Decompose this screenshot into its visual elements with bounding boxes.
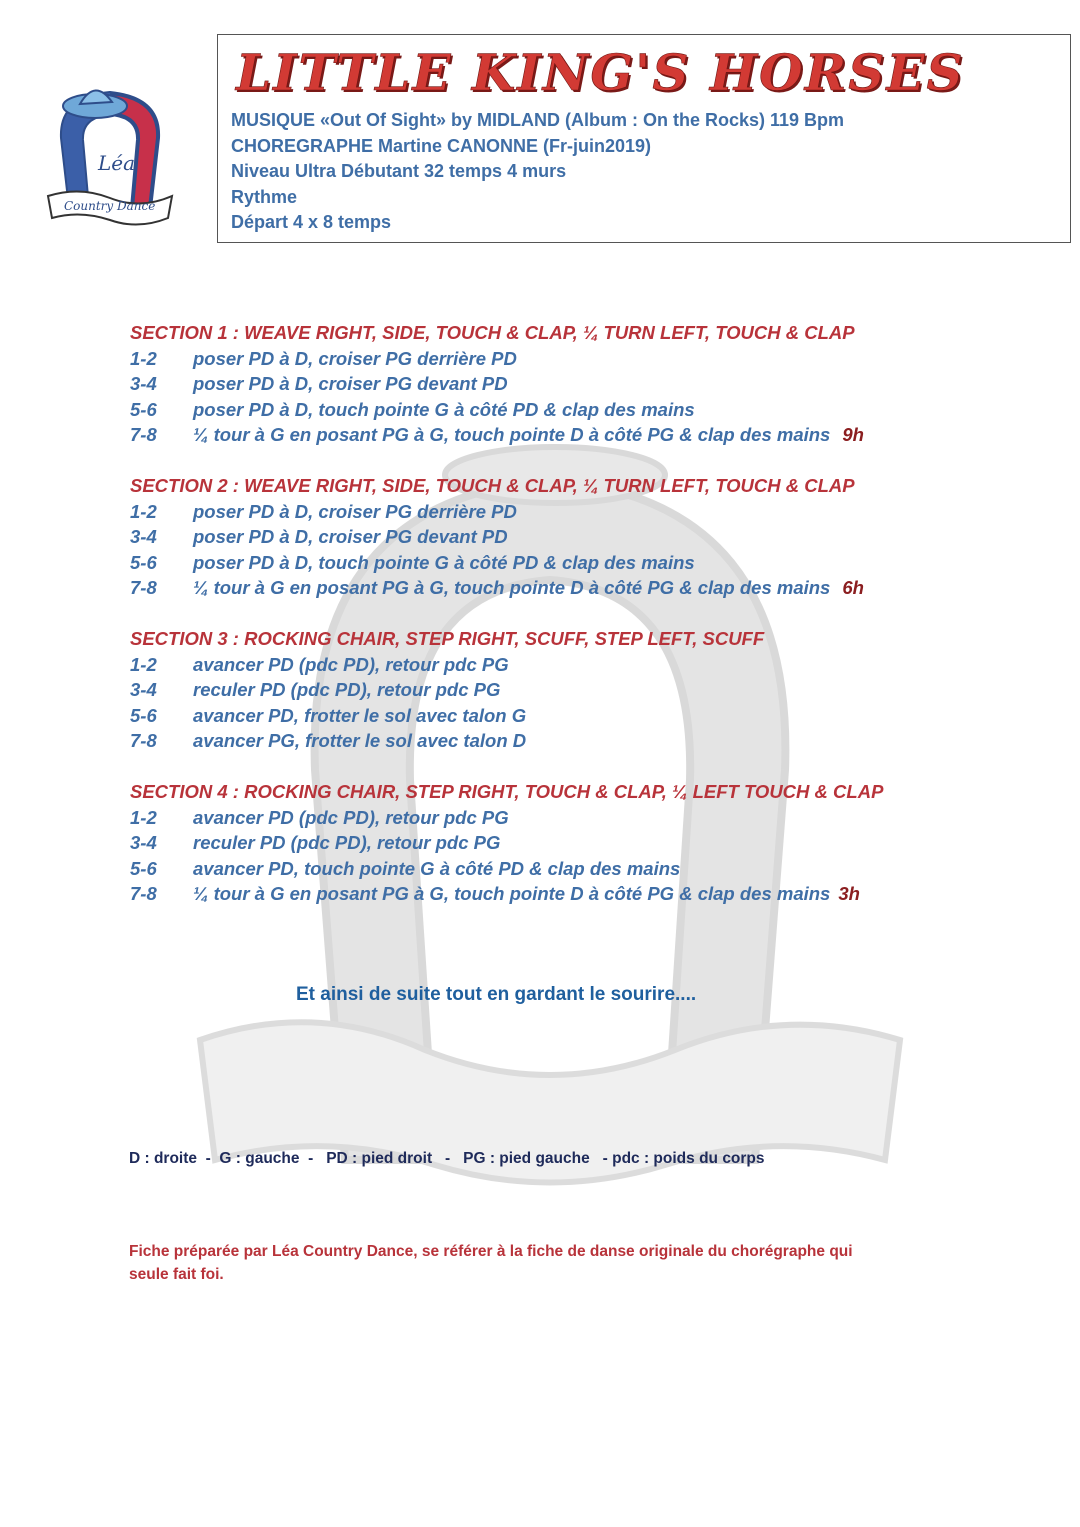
step-text: poser PD à D, touch pointe G à côté PD & clap des mains xyxy=(193,551,695,573)
info-music: MUSIQUE «Out Of Sight» by MIDLAND (Album : On the Rocks) 119 Bpm xyxy=(231,110,845,130)
step-count: 1-2 xyxy=(130,347,157,369)
step-count: 5-6 xyxy=(130,704,157,726)
step-text: reculer PD (pdc PD), retour pdc PG xyxy=(193,679,501,701)
step-text: avancer PD, touch pointe G à côté PD & clap des mains xyxy=(193,857,681,879)
step-count: 1-2 xyxy=(130,500,157,522)
step-row xyxy=(130,371,980,397)
step-count: 5-6 xyxy=(130,398,157,420)
step-count: 3-4 xyxy=(130,832,157,854)
step-row xyxy=(130,346,980,372)
step-row xyxy=(130,550,980,576)
logo-text-country-dance: Country Dance xyxy=(64,199,156,213)
section-title: SECTION 2 : WEAVE RIGHT, SIDE, TOUCH & CLAP, ¼ TURN LEFT, TOUCH & CLAP xyxy=(130,474,855,496)
step-row xyxy=(130,677,980,703)
step-text: ¼ tour à G en posant PG à G, touch pointe D à côté PG & clap des mains xyxy=(193,577,831,599)
section-2 xyxy=(130,473,980,601)
step-count: 7-8 xyxy=(130,424,157,446)
step-text: poser PD à D, croiser PG derrière PD xyxy=(193,500,517,522)
step-count: 1-2 xyxy=(130,806,157,828)
step-sections xyxy=(130,320,980,907)
tagline: Et ainsi de suite tout en gardant le sourire.... xyxy=(296,984,697,1005)
step-text: reculer PD (pdc PD), retour pdc PG xyxy=(193,832,501,854)
wall-direction: 3h xyxy=(838,883,860,905)
wall-direction: 6h xyxy=(842,577,864,599)
section-1 xyxy=(130,320,980,448)
step-count: 7-8 xyxy=(130,577,157,599)
step-row xyxy=(130,856,980,882)
footnote-disclaimer: Fiche préparée par Léa Country Dance, se référer à la fiche de danse originale du chorégraphe qui seule fait foi. xyxy=(129,1243,853,1283)
step-row xyxy=(130,397,980,423)
section-title: SECTION 3 : ROCKING CHAIR, STEP RIGHT, SCUFF, STEP LEFT, SCUFF xyxy=(130,627,765,649)
header-info xyxy=(231,108,844,236)
wall-direction: 9h xyxy=(842,424,864,446)
step-text: avancer PD, frotter le sol avec talon G xyxy=(193,704,527,726)
lea-country-dance-logo-icon xyxy=(40,78,180,238)
info-level: Niveau Ultra Débutant 32 temps 4 murs xyxy=(231,161,567,182)
info-choreographer: CHOREGRAPHE Martine CANONNE (Fr-juin2019) xyxy=(231,135,652,156)
step-text: ¼ tour à G en posant PG à G, touch pointe D à côté PG & clap des mains xyxy=(193,424,831,446)
step-row xyxy=(130,830,980,856)
abbreviation-legend: D : droite - G : gauche - PD : pied droit - PG : pied gauche - pdc : poids du corps xyxy=(129,1150,765,1167)
step-count: 3-4 xyxy=(130,373,157,395)
section-4 xyxy=(130,779,980,907)
step-row xyxy=(130,499,980,525)
section-3 xyxy=(130,626,980,754)
step-row xyxy=(130,422,980,448)
step-text: poser PD à D, croiser PG devant PD xyxy=(193,373,508,395)
info-rhythm: Rythme xyxy=(231,186,298,207)
step-row xyxy=(130,728,980,754)
step-row xyxy=(130,881,980,907)
info-start: Départ 4 x 8 temps xyxy=(231,212,392,233)
step-text: poser PD à D, croiser PG derrière PD xyxy=(193,347,517,369)
step-count: 7-8 xyxy=(130,883,157,905)
step-text: avancer PD (pdc PD), retour pdc PG xyxy=(193,653,509,675)
dance-title: LITTLE KING'S HORSES xyxy=(236,43,965,102)
section-title: SECTION 1 : WEAVE RIGHT, SIDE, TOUCH & CLAP, ¼ TURN LEFT, TOUCH & CLAP xyxy=(130,322,855,343)
step-count: 5-6 xyxy=(130,551,157,573)
step-text: avancer PD (pdc PD), retour pdc PG xyxy=(193,806,509,828)
step-count: 3-4 xyxy=(130,526,157,548)
step-text: poser PD à D, touch pointe G à côté PD & clap des mains xyxy=(193,398,695,420)
step-text: ¼ tour à G en posant PG à G, touch pointe D à côté PG & clap des mains xyxy=(193,883,831,905)
step-row xyxy=(130,575,980,601)
step-count: 3-4 xyxy=(130,679,157,701)
step-row xyxy=(130,524,980,550)
step-row xyxy=(130,703,980,729)
header-box xyxy=(217,34,1071,243)
step-count: 5-6 xyxy=(130,857,157,879)
step-row xyxy=(130,652,980,678)
logo-text-lea: Léa xyxy=(98,151,136,175)
step-count: 1-2 xyxy=(130,653,157,675)
step-text: poser PD à D, croiser PG devant PD xyxy=(193,526,508,548)
step-row xyxy=(130,805,980,831)
section-title: SECTION 4 : ROCKING CHAIR, STEP RIGHT, TOUCH & CLAP, ¼ LEFT TOUCH & CLAP xyxy=(130,780,884,802)
step-count: 7-8 xyxy=(130,730,157,752)
step-text: avancer PG, frotter le sol avec talon D xyxy=(193,730,527,752)
